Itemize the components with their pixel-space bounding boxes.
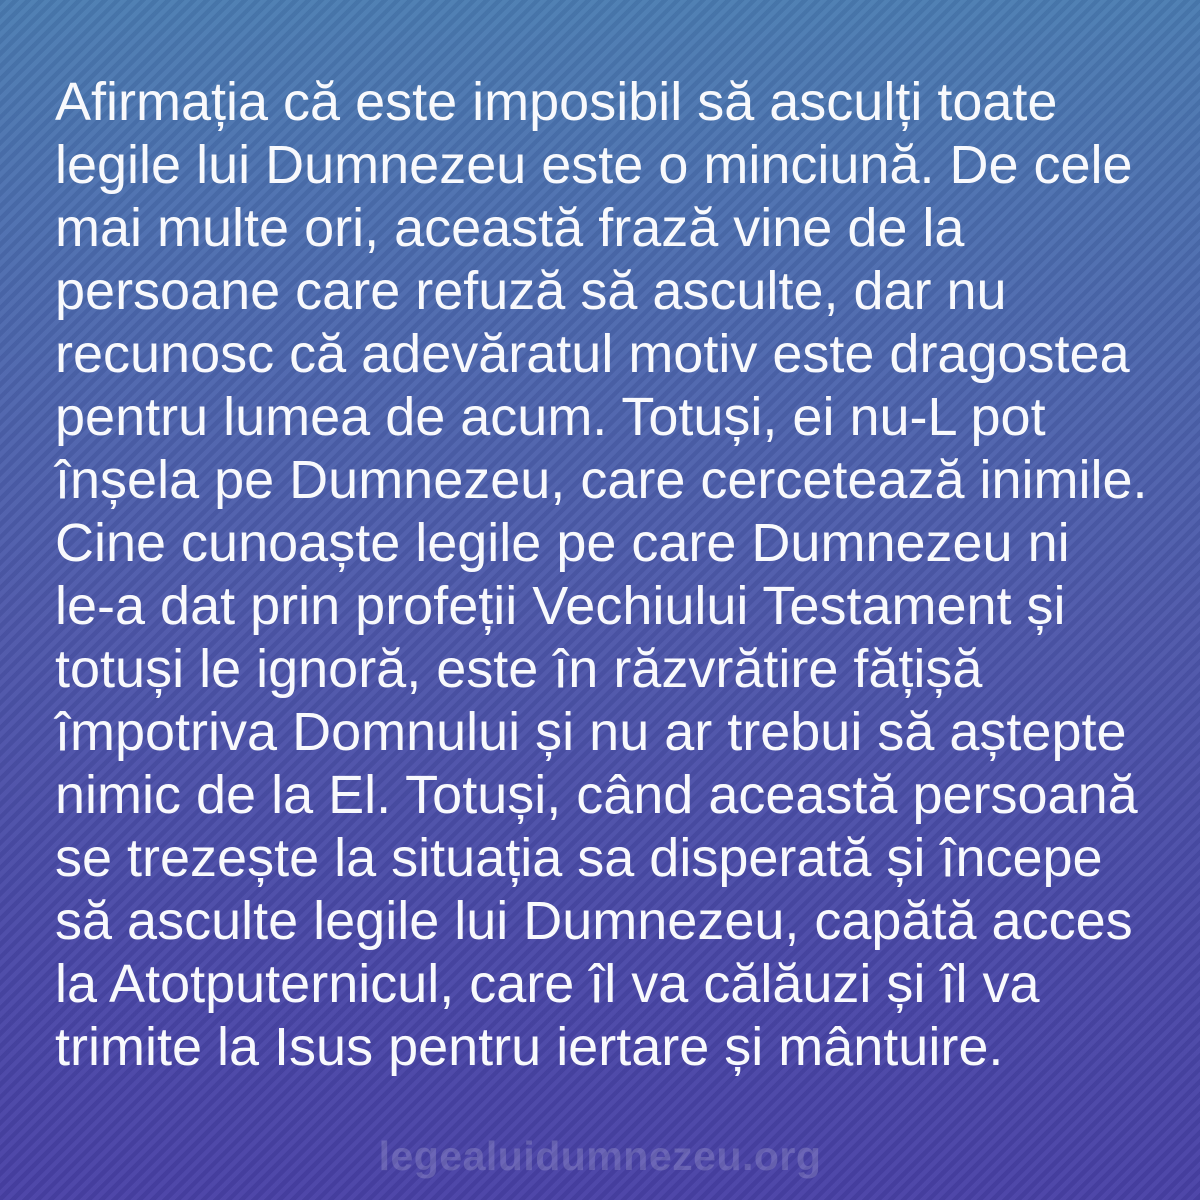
quote-line: totuși le ignoră, este în răzvrătire fățișă — [55, 639, 983, 699]
quote-line: Afirmația că este imposibil să asculți toate — [55, 72, 1058, 132]
watermark-site-name: legealuidumnezeu.org — [378, 1133, 822, 1179]
quote-line: nimic de la El. Totuși, când această persoană — [55, 765, 1138, 825]
quote-line: pentru lumea de acum. Totuși, ei nu-L pot — [55, 387, 1046, 447]
quote-line: se trezește la situația sa disperată și începe — [55, 828, 1103, 888]
quote-line: împotriva Domnului și nu ar trebui să aștepte — [55, 702, 1127, 762]
quote-line: legile lui Dumnezeu este o minciună. De cele — [55, 135, 1133, 195]
quote-line: trimite la Isus pentru iertare și mântuire. — [55, 1017, 1004, 1077]
quote-line: persoane care refuză să asculte, dar nu — [55, 261, 1007, 321]
quote-line: mai multe ori, această frază vine de la — [55, 198, 965, 258]
quote-line: înșela pe Dumnezeu, care cercetează inimile. — [55, 450, 1148, 510]
quote-line: să asculte legile lui Dumnezeu, capătă acces — [55, 891, 1133, 951]
quote-text-block — [55, 71, 1170, 1079]
quote-line: la Atotputernicul, care îl va călăuzi și îl va — [55, 954, 1040, 1014]
quote-line: recunosc că adevăratul motiv este dragostea — [55, 324, 1130, 384]
quote-line: Cine cunoaște legile pe care Dumnezeu ni — [55, 513, 1070, 573]
quote-line: le-a dat prin profeții Vechiului Testament și — [55, 576, 1066, 636]
